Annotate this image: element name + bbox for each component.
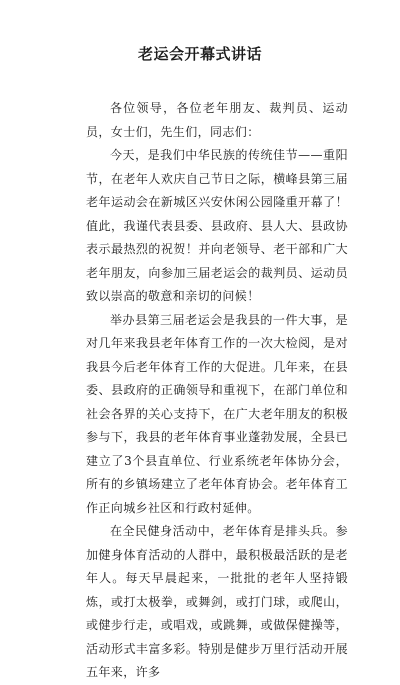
paragraph-review: 举办县第三届老运会是我县的一件大事，是对几年来我县老年体育工作的一次大检阅，是对我县今后老年体育工作的大促进。几年来，在县委、县政府的正确领导和重视下，在部门单位和社会各界的关心支持下，在广大老年朋友的积极参与下，我县的老年体育事业蓬勃发展，全县已建立了3个县直单位、行业系统老年体协分会，所有的乡镇场建立了老年体育协会。老年体育工作正向城乡社区和行政村延伸。 xyxy=(86,312,348,515)
paragraph-salutation: 各位领导，各位老年朋友、裁判员、运动员，女士们，先生们，同志们： xyxy=(86,101,348,139)
paragraph-fitness: 在全民健身活动中，老年体育是排头兵。参加健身体育活动的人群中，最积极最活跃的是老年人。每天早晨起来，一批批的老年人坚持锻炼，或打太极拳，或舞剑，或打门球，或爬山，或健步行走，或唱戏，或跳舞，或做保健操等，活动形式丰富多彩。特别是健步万里行活动开展五年来，许多 xyxy=(86,524,348,679)
paragraph-greeting: 今天，是我们中华民族的传统佳节——重阳节，在老年人欢庆自己节日之际，横峰县第三届老年运动会在新城区兴安休闲公园隆重开幕了！值此，我谨代表县委、县政府、县人大、县政协表示最热烈的祝贺！并向老领导、老干部和广大老年朋友，向参加三届老运会的裁判员、运动员致以崇高的敬意和亲切的问候！ xyxy=(86,148,348,303)
document-body xyxy=(86,97,348,685)
page-title: 老运会开幕式讲话 xyxy=(137,45,262,63)
